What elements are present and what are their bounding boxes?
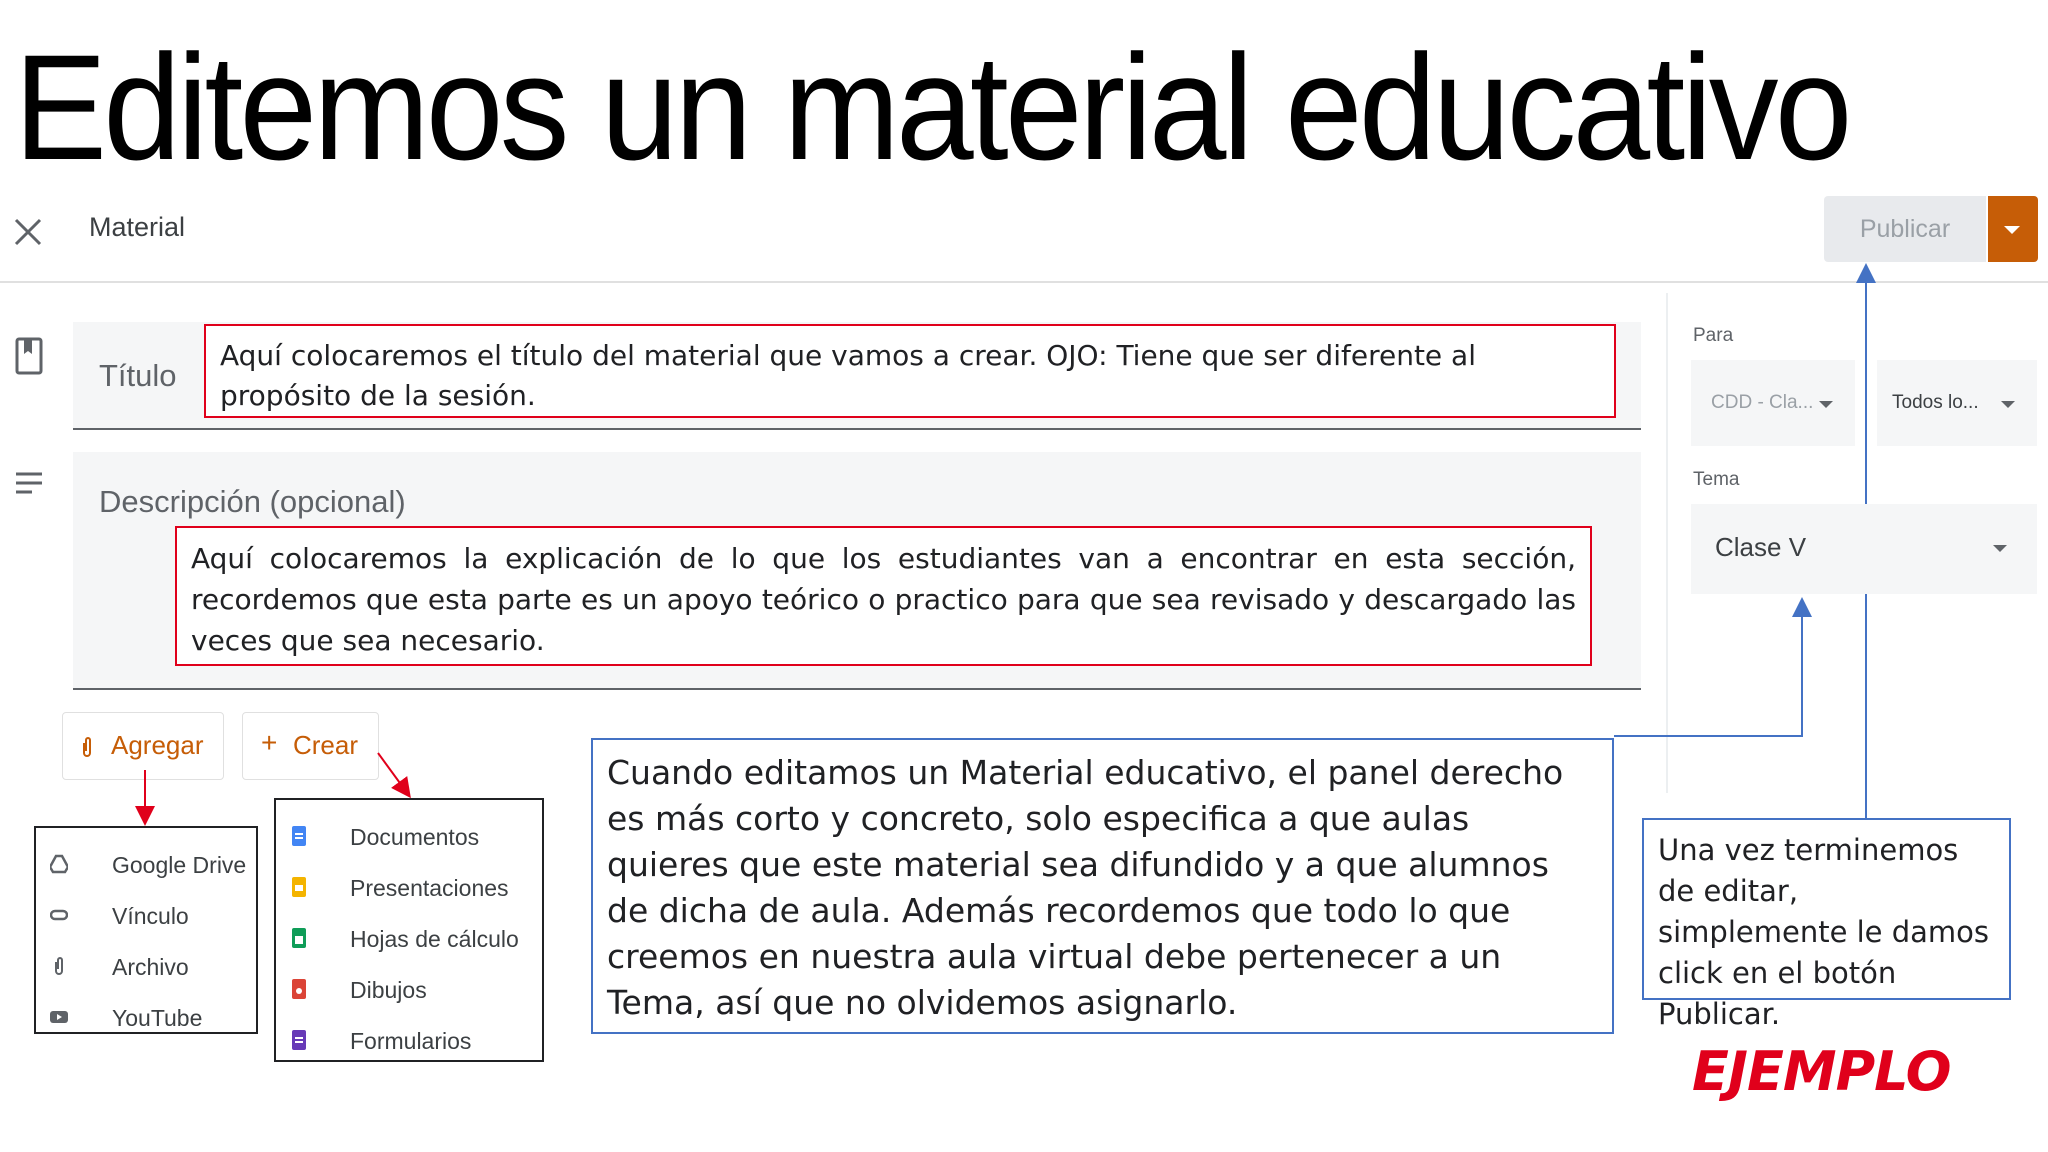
create-button-label: Crear <box>293 730 359 760</box>
panel-annotation: Cuando editamos un Material educativo, el panel derecho es más corto y concreto, solo especifica a que aulas quieres que este material sea difundido y a que alumnos de dicha de aula. Además recordemos que todo lo que creemos en nuestra aula virtual debe pertenecer a un Tema, así que no olvidemos asignarlo. <box>591 738 1614 1034</box>
link-icon <box>50 905 68 925</box>
class-select-value: CDD - Cla... <box>1711 392 1814 413</box>
publish-options-button[interactable] <box>1988 196 2038 262</box>
drive-icon <box>50 854 68 874</box>
description-annotation: Aquí colocaremos la explicación de lo que los estudiantes van a encontrar en esta sección, recordemos que esta parte es un apoyo teórico o practico para que sea revisado y descargado las veces que sea necesario. <box>175 526 1592 666</box>
menu-item-spreadsheets[interactable]: Hojas de cálculo <box>276 914 542 964</box>
bookmark-icon <box>14 336 44 376</box>
paperclip-icon <box>81 735 93 759</box>
publish-annotation: Una vez terminemos de editar, simplemente le damos click en el botón Publicar. <box>1642 818 2011 1000</box>
title-field-label: Título <box>99 358 177 393</box>
menu-item-forms[interactable]: Formularios <box>276 1016 542 1066</box>
menu-item-link[interactable]: Vínculo <box>36 891 256 941</box>
menu-item-drawings[interactable]: Dibujos <box>276 965 542 1015</box>
topic-select[interactable] <box>1691 504 2037 594</box>
youtube-icon <box>50 1007 68 1027</box>
plus-icon: + <box>261 727 278 758</box>
class-select[interactable] <box>1691 360 1855 446</box>
header-divider <box>0 281 2048 283</box>
students-select-value: Todos lo... <box>1892 392 1979 413</box>
menu-item-youtube[interactable]: YouTube <box>36 993 256 1043</box>
sheets-icon <box>290 928 308 948</box>
menu-item-file[interactable]: Archivo <box>36 942 256 992</box>
menu-item-presentations[interactable]: Presentaciones <box>276 863 542 913</box>
slides-icon <box>290 877 308 897</box>
create-button[interactable] <box>242 712 379 780</box>
topic-select-value: Clase V <box>1715 532 1807 562</box>
close-icon[interactable] <box>10 214 46 250</box>
chevron-down-icon <box>2001 401 2015 408</box>
title-annotation: Aquí colocaremos el título del material que vamos a crear. OJO: Tiene que ser diferente al propósito de la sesión. <box>204 324 1616 418</box>
students-select[interactable] <box>1877 360 2037 446</box>
docs-icon <box>290 826 308 846</box>
menu-item-google-drive[interactable]: Google Drive <box>36 840 256 890</box>
window-title: Material <box>89 212 186 242</box>
description-field-label: Descripción (opcional) <box>99 484 406 519</box>
paperclip-icon <box>50 956 68 976</box>
menu-item-documents[interactable]: Documentos <box>276 812 542 862</box>
forms-icon <box>290 1030 308 1050</box>
example-label: EJEMPLO <box>1692 1040 1951 1103</box>
create-menu <box>274 798 544 1062</box>
add-button-label: Agregar <box>111 730 204 760</box>
add-menu <box>34 826 258 1034</box>
publish-button[interactable]: Publicar <box>1824 196 1986 262</box>
slide-title: Editemos un material educativo <box>14 23 1849 191</box>
description-lines-icon <box>14 470 44 496</box>
for-label: Para <box>1693 325 1734 346</box>
drawings-icon <box>290 979 308 999</box>
chevron-down-icon <box>1819 401 1833 408</box>
topic-label: Tema <box>1693 469 1740 490</box>
chevron-down-icon <box>1993 545 2007 552</box>
chevron-down-icon <box>2004 226 2020 234</box>
add-button[interactable] <box>62 712 224 780</box>
panel-divider <box>1666 293 1668 793</box>
